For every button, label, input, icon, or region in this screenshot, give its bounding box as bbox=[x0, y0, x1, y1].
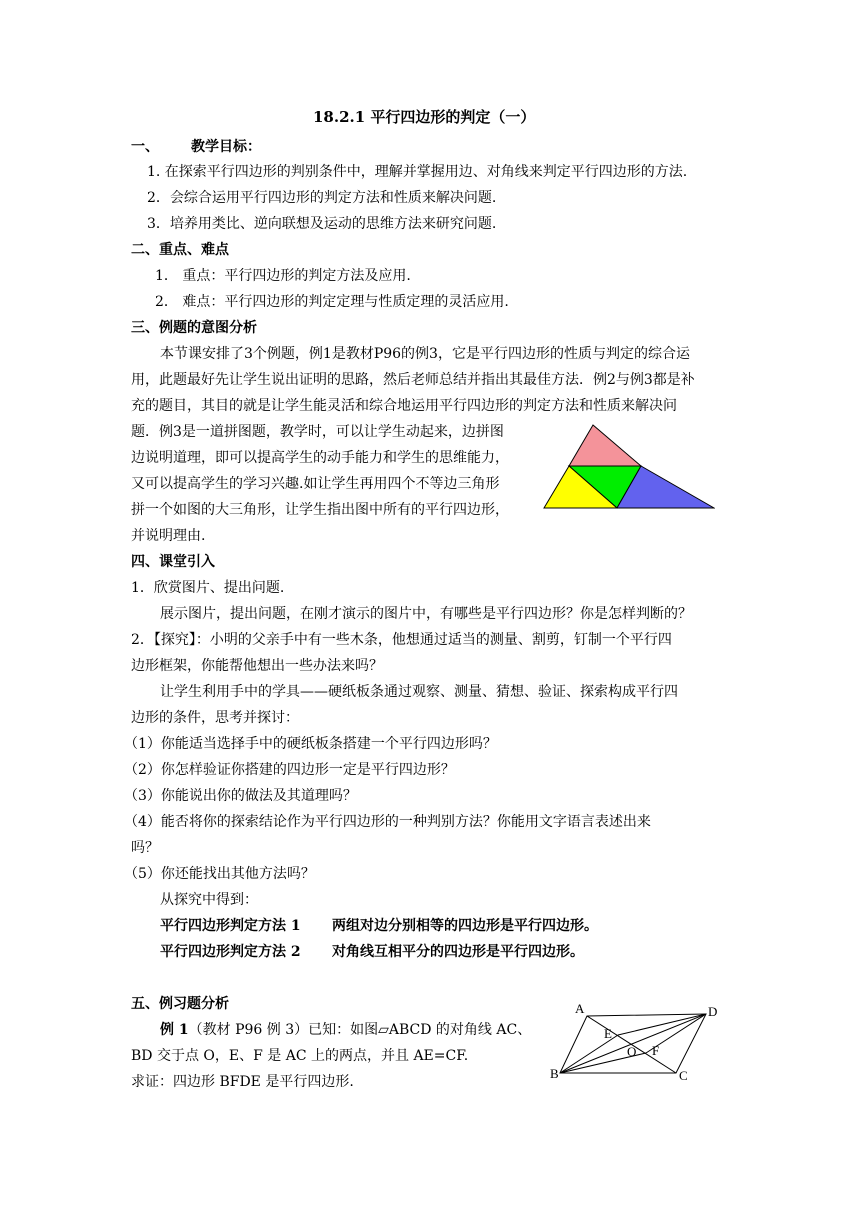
triangle-puzzle-figure bbox=[535, 423, 715, 518]
sec4-line: 从探究中得到： bbox=[160, 892, 258, 908]
sec4-line: （1）你能适当选择手中的硬纸板条搭建一个平行四边形吗？ bbox=[124, 736, 497, 752]
sec4-line: （3）你能说出你的做法及其道理吗？ bbox=[124, 788, 357, 804]
method-1-label: 平行四边形判定方法 1 bbox=[160, 918, 301, 934]
sec4-line: （2）你怎样验证你搭建的四边形一定是平行四边形？ bbox=[124, 762, 455, 778]
page-title: 18.2.1 平行四边形的判定（一） bbox=[313, 108, 536, 126]
section-4-heading: 四、课堂引入 bbox=[131, 554, 215, 570]
sec4-line: 边形的条件，思考并探讨： bbox=[131, 710, 299, 726]
label-D: D bbox=[708, 1004, 718, 1019]
sec4-line: 展示图片，提出问题，在刚才演示的图片中，有哪些是平行四边形？你是怎样判断的？ bbox=[160, 606, 692, 622]
sec4-line: 吗？ bbox=[131, 840, 159, 856]
sec3-line: 并说明理由. bbox=[131, 528, 206, 544]
sec4-line: 边形框架，你能帮他想出一些办法来吗？ bbox=[131, 658, 383, 674]
section-2-heading: 二、重点、难点 bbox=[131, 242, 229, 258]
label-A: A bbox=[575, 1001, 585, 1016]
example-1-text: （教材 P96 例 3）已知：如图▱ABCD 的对角线 AC、 bbox=[188, 1022, 532, 1038]
label-E: E bbox=[604, 1026, 612, 1041]
sec3-line: 拼一个如图的大三角形，让学生指出图中所有的平行四边形， bbox=[131, 502, 509, 518]
parallelogram-figure bbox=[548, 998, 723, 1083]
sec4-line: 2．【探究】：小明的父亲手中有一些木条，他想通过适当的测量、割剪，钉制一个平行四 bbox=[131, 632, 672, 648]
sec3-line: 题．例3是一道拼图题，教学时，可以让学生动起来，边拼图 bbox=[131, 424, 504, 440]
section-3-heading: 三、例题的意图分析 bbox=[131, 320, 257, 336]
method-2-label: 平行四边形判定方法 2 bbox=[160, 944, 301, 960]
keypoint-1: 1． 重点：平行四边形的判定方法及应用. bbox=[155, 268, 411, 284]
method-1-text: 两组对边分别相等的四边形是平行四边形。 bbox=[332, 918, 598, 934]
example-1-line-3: 求证：四边形 BFDE 是平行四边形. bbox=[131, 1074, 354, 1090]
label-B: B bbox=[550, 1066, 559, 1081]
sec3-line: 本节课安排了3个例题，例1是教材P96的例3，它是平行四边形的性质与判定的综合运 bbox=[160, 346, 690, 362]
example-1-line-1 bbox=[160, 1020, 531, 1040]
example-1-label: 例 1 bbox=[160, 1022, 189, 1038]
keypoint-2: 2． 难点：平行四边形的判定定理与性质定理的灵活应用. bbox=[155, 294, 509, 310]
sec3-line: 充的题目，其目的就是让学生能灵活和综合地运用平行四边形的判定方法和性质来解决问 bbox=[131, 398, 677, 414]
section-1-heading: 教学目标： bbox=[191, 139, 261, 155]
label-O: O bbox=[627, 1044, 637, 1059]
objective-3: 3．培养用类比、逆向联想及运动的思维方法来研究问题. bbox=[147, 216, 497, 232]
sec4-line: （4）能否将你的探索结论作为平行四边形的一种判别方法？你能用文字语言表述出来 bbox=[124, 814, 651, 830]
example-1-line-2: BD 交于点 O，E、F 是 AC 上的两点，并且 AE=CF. bbox=[131, 1048, 469, 1064]
label-C: C bbox=[679, 1068, 688, 1083]
objective-2: 2．会综合运用平行四边形的判定方法和性质来解决问题. bbox=[147, 190, 497, 206]
sec4-line: 1．欣赏图片、提出问题. bbox=[131, 580, 285, 596]
method-2-text: 对角线互相平分的四边形是平行四边形。 bbox=[332, 944, 584, 960]
sec4-line: （5）你还能找出其他方法吗？ bbox=[124, 866, 315, 882]
objective-1: 1. 在探索平行四边形的判别条件中，理解并掌握用边、对角线来判定平行四边形的方法. bbox=[147, 164, 688, 180]
sec3-line: 又可以提高学生的学习兴趣.如让学生再用四个不等边三角形 bbox=[131, 476, 500, 492]
section-5-heading: 五、例习题分析 bbox=[131, 996, 229, 1012]
sec3-line: 用，此题最好先让学生说出证明的思路，然后老师总结并指出其最佳方法．例2与例3都是补 bbox=[131, 372, 695, 388]
label-F: F bbox=[652, 1043, 660, 1058]
pink-triangle bbox=[569, 425, 641, 466]
section-1-number: 一、 bbox=[131, 139, 159, 155]
sec3-line: 边说明道理，即可以提高学生的动手能力和学生的思维能力， bbox=[131, 450, 509, 466]
sec4-line: 让学生利用手中的学具——硬纸板条通过观察、测量、猜想、验证、探索构成平行四 bbox=[160, 684, 678, 700]
